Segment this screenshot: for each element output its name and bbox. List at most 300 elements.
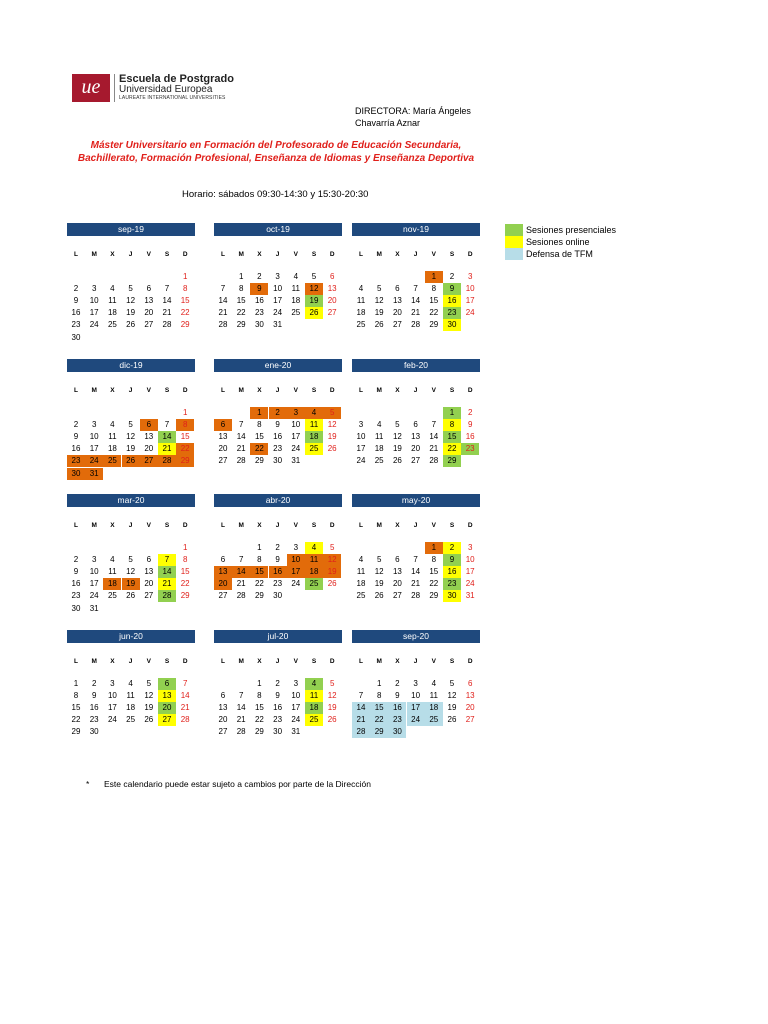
calendar-day: 11 [305,419,323,431]
calendar-day: 28 [411,591,421,601]
month-header: may-20 [352,494,480,507]
calendar-day: 2 [443,542,461,554]
calendar-day: 27 [140,455,158,467]
director-line-2: Chavarría Aznar [355,118,421,128]
calendar-day: 13 [218,703,228,713]
calendar-day: 27 [144,591,154,601]
calendar-day: 26 [447,715,457,725]
weekday-label: L [221,658,225,665]
calendar-day: 3 [413,679,418,688]
weekday-label: X [110,251,115,258]
weekday-label: J [413,522,418,529]
calendar-day: 12 [327,691,337,701]
calendar-day: 3 [467,543,473,552]
director-line-1: DIRECTORA: María Ángeles [355,106,471,116]
calendar-day: 12 [126,567,136,577]
calendar-day: 30 [388,726,406,738]
calendar-day: 26 [327,715,337,725]
calendar-day: 10 [465,555,475,565]
calendar-day: 18 [305,566,323,578]
calendar-day: 9 [73,432,79,442]
calendar-day: 12 [305,283,323,295]
month-header: jun-20 [67,630,195,643]
calendar-day: 25 [107,320,117,330]
calendar-day: 8 [257,420,262,430]
weekday-label: L [221,251,225,258]
calendar-day: 27 [218,591,228,601]
calendar-day: 29 [254,591,264,601]
weekday-label: L [359,522,363,529]
calendar-day: 17 [89,308,99,318]
weekday-label: M [376,387,382,394]
calendar-day: 26 [374,320,384,330]
calendar-day: 24 [85,455,103,467]
calendar-day: 29 [236,320,246,330]
calendar-day: 1 [376,679,382,688]
calendar-day: 23 [388,714,406,726]
weekday-label: L [221,387,225,394]
calendar-day: 18 [305,431,323,443]
calendar-day: 19 [447,703,457,713]
weekday-label: D [182,522,188,529]
calendar-day: 22 [250,443,268,455]
calendar-day: 8 [73,691,79,701]
weekday-label: M [91,658,97,665]
calendar-day: 21 [158,443,176,455]
calendar-day: 6 [467,679,473,688]
weekday-label: S [449,251,455,258]
weekday-label: S [311,658,317,665]
month-jun-20 [67,630,195,750]
calendar-day: 19 [392,444,402,454]
calendar-day: 30 [89,727,99,737]
calendar-day: 13 [327,284,337,294]
calendar-day: 29 [180,591,190,601]
weekday-label: X [110,658,115,665]
calendar-day: 19 [374,579,384,589]
weekday-label: M [91,387,97,394]
month-header: dic-19 [67,359,195,372]
calendar-day: 6 [395,284,400,294]
calendar-day: 22 [180,308,190,318]
calendar-day: 4 [110,284,115,294]
weekday-label: V [146,522,151,529]
calendar-day: 25 [305,714,323,726]
calendar-day: 21 [352,714,370,726]
calendar-day: 26 [374,591,384,601]
calendar-day: 9 [73,296,79,306]
calendar-day: 14 [429,432,439,442]
calendar-day: 8 [238,284,244,294]
month-mar-20 [67,494,195,614]
calendar-day: 25 [291,308,301,318]
calendar-day: 14 [158,566,176,578]
calendar-day: 2 [73,284,79,294]
calendar-day: 10 [107,691,117,701]
calendar-day: 24 [407,714,425,726]
calendar-day: 15 [429,567,439,577]
calendar-day: 9 [443,283,461,295]
calendar-day: 13 [411,432,421,442]
month-sep-20 [352,630,480,750]
weekday-label: V [146,387,151,394]
calendar-day: 9 [395,691,400,701]
calendar-day: 19 [126,444,136,454]
weekday-label: V [293,522,298,529]
weekday-label: M [91,251,97,258]
calendar-day: 13 [158,690,176,702]
logo-network-name: LAUREATE INTERNATIONAL UNIVERSITIES [119,95,226,101]
calendar-day: 4 [293,272,299,281]
calendar-day: 30 [254,320,264,330]
calendar-day: 15 [370,702,388,714]
calendar-day: 20 [411,444,421,454]
calendar-day: 5 [329,543,335,552]
calendar-day: 23 [443,307,461,319]
director-info [355,105,471,129]
calendar-day: 24 [107,715,117,725]
weekday-label: X [395,522,400,529]
calendar-day: 5 [146,679,152,688]
calendar-day: 26 [305,307,323,319]
calendar-day: 20 [144,308,154,318]
calendar-day: 19 [305,295,323,307]
calendar-day: 11 [305,554,323,566]
calendar-day: 9 [275,691,280,701]
calendar-day: 12 [144,691,154,701]
calendar-day: 30 [443,319,461,331]
calendar-day: 20 [465,703,475,713]
calendar-day: 16 [269,566,287,578]
calendar-day: 6 [413,420,418,430]
weekday-label: J [128,387,133,394]
calendar-day: 3 [275,272,280,281]
calendar-day: 8 [376,691,382,701]
calendar-day: 8 [257,555,262,565]
calendar-day: 4 [358,284,364,294]
calendar-day: 30 [273,456,283,466]
calendar-day: 4 [128,679,133,688]
calendar-day: 12 [126,296,136,306]
calendar-day: 14 [411,567,421,577]
calendar-day: 25 [305,443,323,455]
calendar-day: 16 [443,566,461,578]
calendar-day: 25 [305,578,323,590]
calendar-day: 7 [238,420,244,430]
calendar-day: 20 [327,296,337,306]
legend-swatch [505,248,523,260]
calendar-day: 7 [413,555,418,565]
calendar-day: 20 [392,579,402,589]
calendar-day: 17 [407,702,425,714]
calendar-day: 3 [91,555,97,565]
calendar-day: 16 [89,703,99,713]
calendar-day: 21 [236,715,246,725]
weekday-label: S [164,658,170,665]
calendar-day: 26 [144,715,154,725]
calendar-day: 20 [144,579,154,589]
weekday-label: J [275,251,280,258]
weekday-label: S [311,387,317,394]
month-header: sep-20 [352,630,480,643]
calendar-day: 26 [327,444,337,454]
weekday-label: M [238,658,244,665]
calendar-day: 25 [107,591,117,601]
calendar-day: 15 [236,296,246,306]
calendar-day: 14 [236,703,246,713]
calendar-day: 20 [214,578,232,590]
weekday-label: D [329,522,335,529]
logo-university-name: Universidad Europea [119,84,213,95]
program-title-line-2: Bachillerato, Formación Profesional, Enseñanza de Idiomas y Enseñanza Deportiva [77,153,475,164]
calendar-day: 17 [465,296,475,306]
calendar-day: 27 [392,591,402,601]
weekday-label: D [182,387,188,394]
weekday-label: D [329,658,335,665]
weekday-label: V [146,251,151,258]
calendar-day: 11 [108,432,117,442]
calendar-day: 22 [443,443,461,455]
calendar-day: 29 [429,591,439,601]
calendar-day: 1 [182,543,188,552]
month-header: nov-19 [352,223,480,236]
calendar-day: 28 [429,456,439,466]
calendar-day: 1 [257,679,262,688]
calendar-day: 10 [291,691,301,701]
calendar-day: 30 [443,590,461,602]
weekday-label: J [128,522,133,529]
calendar-day: 8 [182,284,188,294]
calendar-day: 31 [291,727,301,737]
calendar-day: 14 [232,566,250,578]
calendar-day: 27 [218,727,228,737]
calendar-day: 11 [429,691,438,701]
month-abr-20 [214,494,342,614]
calendar-day: 17 [465,567,475,577]
calendar-day: 18 [126,703,136,713]
calendar-day: 19 [327,432,337,442]
calendar-day: 20 [144,444,154,454]
weekday-label: D [182,658,188,665]
calendar-day: 9 [250,283,268,295]
calendar-day: 11 [375,432,384,442]
weekday-label: V [293,251,298,258]
calendar-day: 23 [89,715,99,725]
calendar-day: 30 [273,727,283,737]
calendar-day: 14 [352,702,370,714]
calendar-day: 9 [467,420,473,430]
calendar-day: 29 [180,320,190,330]
calendar-day: 1 [73,679,79,688]
weekday-label: J [413,658,418,665]
calendar-day: 13 [465,691,475,701]
calendar-day: 25 [126,715,136,725]
legend-swatch [505,236,523,248]
calendar-day: 24 [89,591,99,601]
calendar-day: 10 [89,567,99,577]
calendar-day: 6 [395,555,400,565]
calendar-day: 3 [287,407,305,419]
calendar-day: 15 [254,432,264,442]
logo-school-name: Escuela de Postgrado [119,73,234,85]
calendar-day: 1 [425,542,443,554]
weekday-label: L [74,658,78,665]
calendar-day: 31 [291,456,301,466]
calendar-day: 21 [411,579,421,589]
weekday-label: J [275,387,280,394]
weekday-label: M [238,522,244,529]
calendar-day: 18 [305,702,323,714]
calendar-day: 5 [311,272,317,281]
calendar-day: 22 [71,715,81,725]
calendar-day: 8 [431,284,437,294]
calendar-day: 15 [180,296,190,306]
calendar-day: 16 [273,432,283,442]
calendar-day: 24 [291,444,301,454]
weekday-label: S [311,251,317,258]
weekday-label: V [431,251,436,258]
calendar-day: 5 [128,555,133,565]
logo-divider [114,74,115,102]
calendar-day: 21 [236,444,246,454]
calendar-day: 16 [273,703,283,713]
calendar-day: 28 [236,591,246,601]
calendar-day: 24 [465,308,475,318]
calendar-day: 10 [356,432,366,442]
calendar-day: 18 [356,579,366,589]
calendar-day: 21 [411,308,421,318]
program-title [40,139,512,165]
calendar-day: 3 [293,679,299,688]
calendar-day: 17 [89,444,99,454]
calendar-day: 29 [71,727,81,737]
ue-logo-icon: ue [72,74,110,102]
calendar-day: 11 [291,284,300,294]
calendar-day: 12 [374,567,384,577]
calendar-day: 13 [144,567,154,577]
calendar-day: 5 [323,407,341,419]
weekday-label: V [431,522,436,529]
calendar-day: 27 [218,456,228,466]
calendar-day: 12 [126,432,136,442]
calendar-day: 3 [110,679,115,688]
calendar-day: 7 [158,554,176,566]
month-header: jul-20 [214,630,342,643]
calendar-day: 8 [257,691,262,701]
calendar-day: 28 [158,590,176,602]
weekday-label: L [359,251,363,258]
calendar-day: 26 [122,455,140,467]
calendar-day: 21 [162,308,172,318]
calendar-day: 19 [323,566,341,578]
calendar-day: 29 [254,727,264,737]
calendar-day: 7 [413,284,418,294]
calendar-day: 9 [443,554,461,566]
weekday-label: J [413,251,418,258]
calendar-day: 1 [425,271,443,283]
weekday-label: X [257,522,262,529]
calendar-day: 28 [352,726,370,738]
calendar-day: 22 [180,579,190,589]
calendar-day: 7 [164,420,170,430]
calendar-day: 24 [356,456,366,466]
weekday-label: M [238,251,244,258]
calendar-day: 30 [71,332,81,342]
calendar-day: 5 [128,284,133,294]
calendar-day: 18 [374,444,384,454]
calendar-day: 24 [273,308,283,318]
calendar-day: 13 [144,296,154,306]
calendar-day: 11 [305,690,323,702]
calendar-day: 14 [158,431,176,443]
calendar-day: 7 [220,284,226,294]
calendar-day: 25 [356,591,366,601]
month-header: sep-19 [67,223,195,236]
calendar-day: 7 [164,284,170,294]
calendar-day: 31 [465,591,475,601]
calendar-day: 23 [71,591,81,601]
calendar-day: 28 [236,727,246,737]
calendar-day: 16 [388,702,406,714]
calendar-day: 19 [122,578,140,590]
calendar-day: 24 [465,579,475,589]
calendar-day: 2 [275,679,280,688]
calendar-day: 29 [443,455,461,467]
calendar-day: 18 [107,444,117,454]
calendar-day: 12 [447,691,457,701]
calendar-day: 15 [254,703,264,713]
month-oct-19 [214,223,342,343]
calendar-day: 18 [291,296,301,306]
calendar-day: 25 [103,455,121,467]
month-may-20 [352,494,480,614]
month-header: abr-20 [214,494,342,507]
calendar-day: 9 [91,691,97,701]
calendar-day: 23 [273,579,283,589]
calendar-day: 15 [180,567,190,577]
calendar-day: 20 [392,308,402,318]
calendar-day: 22 [176,443,194,455]
weekday-label: M [376,251,382,258]
calendar-day: 2 [275,543,280,552]
calendar-day: 18 [356,308,366,318]
calendar-day: 23 [273,715,283,725]
calendar-day: 16 [71,444,81,454]
weekday-label: S [449,522,455,529]
calendar-day: 27 [411,456,421,466]
weekday-label: X [110,387,115,394]
calendar-day: 13 [392,567,402,577]
month-sep-19 [67,223,195,343]
weekday-label: D [467,522,473,529]
legend-label: Sesiones presenciales [526,225,617,235]
calendar-day: 31 [85,468,103,480]
calendar-day: 17 [287,566,305,578]
calendar-day: 8 [431,555,437,565]
calendar-day: 16 [71,579,81,589]
calendar-day: 24 [291,715,301,725]
calendar-day: 13 [144,432,154,442]
calendar-day: 23 [254,308,264,318]
calendar-day: 21 [236,579,246,589]
calendar-day: 17 [273,296,283,306]
calendar-day: 10 [89,432,99,442]
calendar-day: 6 [158,678,176,690]
month-nov-19 [352,223,480,343]
legend-swatch [505,224,523,236]
calendar-day: 27 [465,715,475,725]
calendar-day: 4 [305,678,323,690]
